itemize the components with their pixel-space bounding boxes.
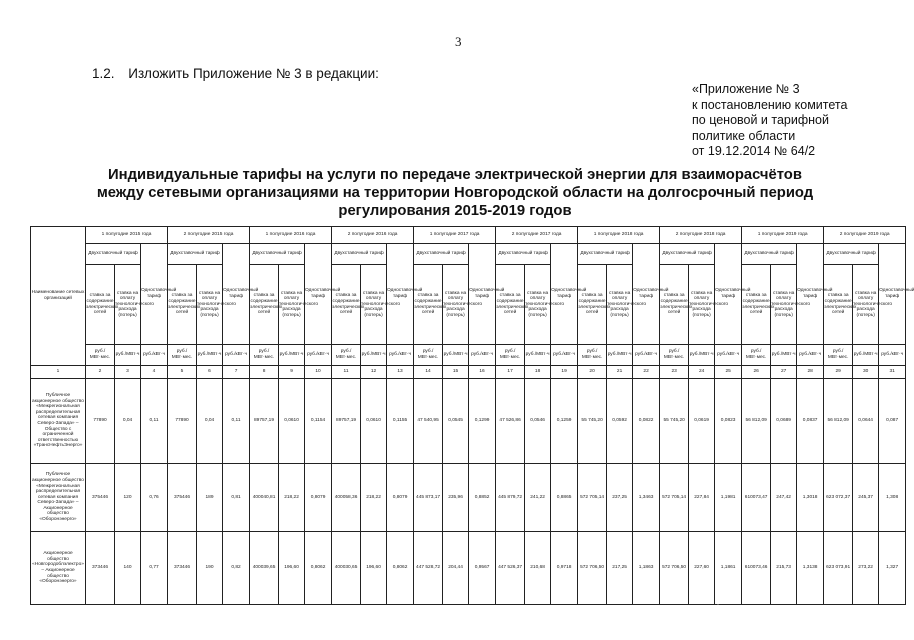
tariff-value: 0,8079 [305, 464, 332, 532]
unit-label: руб./МВт·мес. [332, 345, 361, 366]
tariff-value: 196,60 [279, 532, 305, 605]
period-header: 2 полугодие 2016 года [332, 227, 414, 244]
tariff-value: 1,3018 [797, 464, 824, 532]
table-row [31, 379, 906, 464]
one-rate-tariff-header: Одноставочный тариф [879, 244, 906, 345]
tariff-value: 1,308 [879, 464, 906, 532]
tariff-value: 0,82 [223, 532, 250, 605]
tariff-value: 373446 [86, 532, 115, 605]
maintenance-rate-header: ставка за содержание электрических сетей [332, 265, 361, 345]
tariff-value: 0,8865 [551, 464, 578, 532]
two-rate-tariff-header: Двухставочный тариф [414, 244, 469, 265]
tariff-value: 375446 [168, 464, 197, 532]
unit-label: руб./МВт·ч [443, 345, 469, 366]
tariff-value: 0,76 [141, 464, 168, 532]
tariff-value: 623 072,37 [824, 464, 853, 532]
unit-label: руб./кВт·ч [797, 345, 824, 366]
period-header: 2 полугодие 2018 года [660, 227, 742, 244]
column-number: 12 [361, 366, 387, 379]
unit-label: руб./МВт·мес. [86, 345, 115, 366]
column-number: 23 [660, 366, 689, 379]
column-number: 5 [168, 366, 197, 379]
two-rate-tariff-header: Двухставочный тариф [578, 244, 633, 265]
title-line: между сетевыми организациями на территории Новгородской области на долгосрочный период [96, 185, 814, 201]
tariff-value: 247,42 [771, 464, 797, 532]
tariff-value: 0,81 [223, 464, 250, 532]
tariff-value: 375446 [86, 464, 115, 532]
maintenance-rate-header: ставка за содержание электрических сетей [496, 265, 525, 345]
two-rate-tariff-header: Двухставочный тариф [168, 244, 223, 265]
tariff-value: 1,3138 [797, 532, 824, 605]
tariff-value: 204,44 [443, 532, 469, 605]
unit-label: руб./МВт·ч [361, 345, 387, 366]
column-number: 8 [250, 366, 279, 379]
unit-label: руб./МВт·ч [115, 345, 141, 366]
tariff-value: 400030,65 [332, 532, 361, 605]
loss-rate-header: ставка на оплату технологического расхода (потерь) [771, 265, 797, 345]
tariff-value: 572 706,50 [660, 532, 689, 605]
tariff-value: 610073,46 [742, 532, 771, 605]
tariff-value: 0,04 [197, 379, 223, 464]
item-number: 1.2. [92, 66, 115, 81]
tariff-value: 1,1863 [633, 532, 660, 605]
tariff-value: 217,25 [607, 532, 633, 605]
unit-label: руб./МВт·мес. [414, 345, 443, 366]
tariff-value: 235,96 [443, 464, 469, 532]
tariff-value: 120 [115, 464, 141, 532]
amendment-item [92, 66, 379, 81]
column-number: 28 [797, 366, 824, 379]
organization-name: Публичное акционерное общество «Межрегиональная распределительная сетевая компания Северо-Запада» – Акционерное общество «Оборонэнерго» [31, 464, 86, 532]
unit-label: руб./кВт·ч [469, 345, 496, 366]
loss-rate-header: ставка на оплату технологического расхода (потерь) [361, 265, 387, 345]
column-number: 30 [853, 366, 879, 379]
column-number: 19 [551, 366, 578, 379]
tariff-value: 89757,19 [250, 379, 279, 464]
tariff-value: 140 [115, 532, 141, 605]
tariff-value: 273,22 [853, 532, 879, 605]
tariff-table [30, 226, 914, 605]
column-number: 24 [689, 366, 715, 379]
maintenance-rate-header: ставка за содержание электрических сетей [742, 265, 771, 345]
tariff-value: 237,25 [607, 464, 633, 532]
tariff-value: 447 526,37 [496, 532, 525, 605]
column-number: 14 [414, 366, 443, 379]
tariff-value: 0,11 [141, 379, 168, 464]
tariff-value: 89757,19 [332, 379, 361, 464]
tariff-value: 47 540,95 [414, 379, 443, 464]
title-line: регулирования 2015-2019 годов [338, 203, 572, 219]
column-number: 2 [86, 366, 115, 379]
org-column-header: Наименование сетевых организаций [31, 227, 86, 366]
tariff-value: 0,8852 [469, 464, 496, 532]
organization-name: Публичное акционерное общество «Межрегиональная распределительная сетевая компания Северо-Запада» – Общество с ограниченной ответственностью «ТрансНефтьЭнерго» [31, 379, 86, 464]
tariff-value: 0,9718 [551, 532, 578, 605]
column-number: 18 [525, 366, 551, 379]
period-header: 2 полугодие 2015 года [168, 227, 250, 244]
tariff-value: 56 812,09 [742, 379, 771, 464]
tariff-value: 1,1861 [715, 532, 742, 605]
column-number: 25 [715, 366, 742, 379]
one-rate-tariff-header: Одноставочный тариф [469, 244, 496, 345]
tariff-value: 572 705,14 [578, 464, 607, 532]
tariff-value: 0,0837 [797, 379, 824, 464]
tariff-value: 215,73 [771, 532, 797, 605]
unit-label: руб./МВт·мес. [578, 345, 607, 366]
one-rate-tariff-header: Одноставочный тариф [305, 244, 332, 345]
appendix-line: «Приложение № 3 [692, 82, 800, 96]
unit-label: руб./МВт·ч [853, 345, 879, 366]
tariff-value: 210,68 [525, 532, 551, 605]
maintenance-rate-header: ставка за содержание электрических сетей [168, 265, 197, 345]
tariff-value: 0,1299 [469, 379, 496, 464]
page-number: 3 [455, 34, 462, 49]
period-header: 1 полугодие 2019 года [742, 227, 824, 244]
unit-label: руб./кВт·ч [633, 345, 660, 366]
tariff-value: 189 [197, 464, 223, 532]
column-number: 29 [824, 366, 853, 379]
unit-label: руб./МВт·мес. [660, 345, 689, 366]
two-rate-tariff-header: Двухставочный тариф [824, 244, 879, 265]
tariff-value: 0,11 [223, 379, 250, 464]
tariff-value: 218,22 [361, 464, 387, 532]
appendix-line: к постановлению комитета [692, 97, 848, 112]
tariff-value: 0,0619 [689, 379, 715, 464]
tariff-value: 572 705,14 [660, 464, 689, 532]
tariff-value: 0,0644 [853, 379, 879, 464]
tariff-value: 241,22 [525, 464, 551, 532]
loss-rate-header: ставка на оплату технологического расхода (потерь) [525, 265, 551, 345]
tariff-value: 0,0823 [715, 379, 742, 464]
unit-row [31, 345, 906, 366]
column-number: 22 [633, 366, 660, 379]
period-header: 1 полугодие 2018 года [578, 227, 660, 244]
tariff-value: 572 706,50 [578, 532, 607, 605]
two-rate-tariff-header: Двухставочный тариф [660, 244, 715, 265]
tariff-value: 1,327 [879, 532, 906, 605]
tariff-value: 0,8062 [387, 532, 414, 605]
unit-label: руб./МВт·ч [771, 345, 797, 366]
table-row [31, 464, 906, 532]
unit-label: руб./кВт·ч [305, 345, 332, 366]
tariff-value: 0,9567 [469, 532, 496, 605]
tariff-value: 77890 [86, 379, 115, 464]
tariff-value: 0,1259 [551, 379, 578, 464]
column-number: 27 [771, 366, 797, 379]
period-header: 1 полугодие 2016 года [250, 227, 332, 244]
tariff-value: 0,0610 [279, 379, 305, 464]
column-number: 9 [279, 366, 305, 379]
tariff-value: 400058,36 [332, 464, 361, 532]
column-number: 4 [141, 366, 168, 379]
loss-rate-header: ставка на оплату технологического расхода (потерь) [607, 265, 633, 345]
loss-rate-header: ставка на оплату технологического расхода (потерь) [197, 265, 223, 345]
loss-rate-header: ставка на оплату технологического расхода (потерь) [853, 265, 879, 345]
period-header: 2 полугодие 2019 года [824, 227, 906, 244]
unit-label: руб./МВт·ч [689, 345, 715, 366]
unit-label: руб./кВт·ч [715, 345, 742, 366]
tariff-value: 445 873,17 [414, 464, 443, 532]
tariff-value: 0,04 [115, 379, 141, 464]
one-rate-tariff-header: Одноставочный тариф [387, 244, 414, 345]
column-number: 7 [223, 366, 250, 379]
appendix-line: по ценовой и тарифной [692, 113, 829, 127]
tariff-value: 227,60 [689, 532, 715, 605]
tariff-value: 218,22 [279, 464, 305, 532]
tariff-value: 0,0610 [361, 379, 387, 464]
tariff-value: 196,60 [361, 532, 387, 605]
maintenance-rate-header: ставка за содержание электрических сетей [824, 265, 853, 345]
period-header-row [31, 227, 906, 244]
tariff-value: 0,1154 [305, 379, 332, 464]
one-rate-tariff-header: Одноставочный тариф [633, 244, 660, 345]
tariff-value: 1,3463 [633, 464, 660, 532]
unit-label: руб./МВт·ч [279, 345, 305, 366]
column-number: 31 [879, 366, 906, 379]
title-line: Индивидуальные тарифы на услуги по передаче электрической энергии для взаиморасчётов [108, 167, 802, 183]
tariff-value: 55 745,20 [578, 379, 607, 464]
unit-label: руб./кВт·ч [551, 345, 578, 366]
column-number: 26 [742, 366, 771, 379]
tariff-value: 445 879,72 [496, 464, 525, 532]
column-number: 1 [31, 366, 86, 379]
unit-label: руб./МВт·мес. [168, 345, 197, 366]
tariff-value: 400040,81 [250, 464, 279, 532]
item-text: Изложить Приложение № 3 в редакции: [128, 66, 379, 81]
maintenance-rate-header: ставка за содержание электрических сетей [414, 265, 443, 345]
appendix-line: политике области [692, 128, 796, 143]
column-number: 17 [496, 366, 525, 379]
unit-label: руб./МВт·мес. [742, 345, 771, 366]
tariff-value: 0,8079 [387, 464, 414, 532]
loss-rate-header: ставка на оплату технологического расхода (потерь) [443, 265, 469, 345]
tariff-value: 610073,47 [742, 464, 771, 532]
tariff-value: 400039,65 [250, 532, 279, 605]
one-rate-tariff-header: Одноставочный тариф [141, 244, 168, 345]
tariff-value: 0,087 [879, 379, 906, 464]
column-number: 10 [305, 366, 332, 379]
tariff-value: 0,0545 [443, 379, 469, 464]
tariff-value: 0,1155 [387, 379, 414, 464]
column-number: 15 [443, 366, 469, 379]
tariff-value: 190 [197, 532, 223, 605]
two-rate-tariff-header: Двухставочный тариф [742, 244, 797, 265]
period-header: 1 полугодие 2015 года [86, 227, 168, 244]
tariff-value: 0,77 [141, 532, 168, 605]
unit-label: руб./МВт·мес. [250, 345, 279, 366]
document-title [90, 166, 820, 220]
loss-rate-header: ставка на оплату технологического расхода (потерь) [115, 265, 141, 345]
two-rate-tariff-header: Двухставочный тариф [86, 244, 141, 265]
column-number: 20 [578, 366, 607, 379]
column-number: 13 [387, 366, 414, 379]
tariff-value: 55 745,20 [660, 379, 689, 464]
table-row [31, 532, 906, 605]
unit-label: руб./МВт·мес. [496, 345, 525, 366]
tariff-value: 0,8062 [305, 532, 332, 605]
maintenance-rate-header: ставка за содержание электрических сетей [250, 265, 279, 345]
tariff-value: 1,1981 [715, 464, 742, 532]
column-number-row [31, 366, 906, 379]
unit-label: руб./кВт·ч [141, 345, 168, 366]
tariff-value: 447 528,72 [414, 532, 443, 605]
tariff-value: 0,0822 [633, 379, 660, 464]
two-rate-tariff-header: Двухставочный тариф [332, 244, 387, 265]
appendix-block [692, 82, 847, 160]
tariff-value: 0,0546 [525, 379, 551, 464]
tariff-value: 0,0689 [771, 379, 797, 464]
tariff-value: 227,84 [689, 464, 715, 532]
unit-label: руб./МВт·ч [607, 345, 633, 366]
two-rate-tariff-header: Двухставочный тариф [250, 244, 305, 265]
tariff-value: 623 073,91 [824, 532, 853, 605]
unit-label: руб./МВт·мес. [824, 345, 853, 366]
one-rate-tariff-header: Одноставочный тариф [223, 244, 250, 345]
column-number: 16 [469, 366, 496, 379]
loss-rate-header: ставка на оплату технологического расхода (потерь) [279, 265, 305, 345]
tariff-type-row [31, 244, 906, 265]
period-header: 1 полугодие 2017 года [414, 227, 496, 244]
tariff-value: 56 812,09 [824, 379, 853, 464]
tariff-value: 373446 [168, 532, 197, 605]
unit-label: руб./МВт·ч [197, 345, 223, 366]
one-rate-tariff-header: Одноставочный тариф [551, 244, 578, 345]
tariff-value: 0,0592 [607, 379, 633, 464]
period-header: 2 полугодие 2017 года [496, 227, 578, 244]
tariff-value: 245,37 [853, 464, 879, 532]
appendix-line: от 19.12.2014 № 64/2 [692, 144, 816, 158]
column-number: 3 [115, 366, 141, 379]
one-rate-tariff-header: Одноставочный тариф [715, 244, 742, 345]
maintenance-rate-header: ставка за содержание электрических сетей [578, 265, 607, 345]
organization-name: Акционерное общество «Новгородоблэлектро» – Акционерное общество «Оборонэнерго» [31, 532, 86, 605]
column-number: 6 [197, 366, 223, 379]
maintenance-rate-header: ставка за содержание электрических сетей [660, 265, 689, 345]
scan-mark [717, 604, 719, 605]
maintenance-rate-header: ставка за содержание электрических сетей [86, 265, 115, 345]
tariff-value: 47 526,86 [496, 379, 525, 464]
column-number: 21 [607, 366, 633, 379]
unit-label: руб./кВт·ч [387, 345, 414, 366]
one-rate-tariff-header: Одноставочный тариф [797, 244, 824, 345]
loss-rate-header: ставка на оплату технологического расхода (потерь) [689, 265, 715, 345]
column-number: 11 [332, 366, 361, 379]
unit-label: руб./МВт·ч [525, 345, 551, 366]
tariff-value: 77890 [168, 379, 197, 464]
unit-label: руб./кВт·ч [223, 345, 250, 366]
unit-label: руб./кВт·ч [879, 345, 906, 366]
two-rate-tariff-header: Двухставочный тариф [496, 244, 551, 265]
